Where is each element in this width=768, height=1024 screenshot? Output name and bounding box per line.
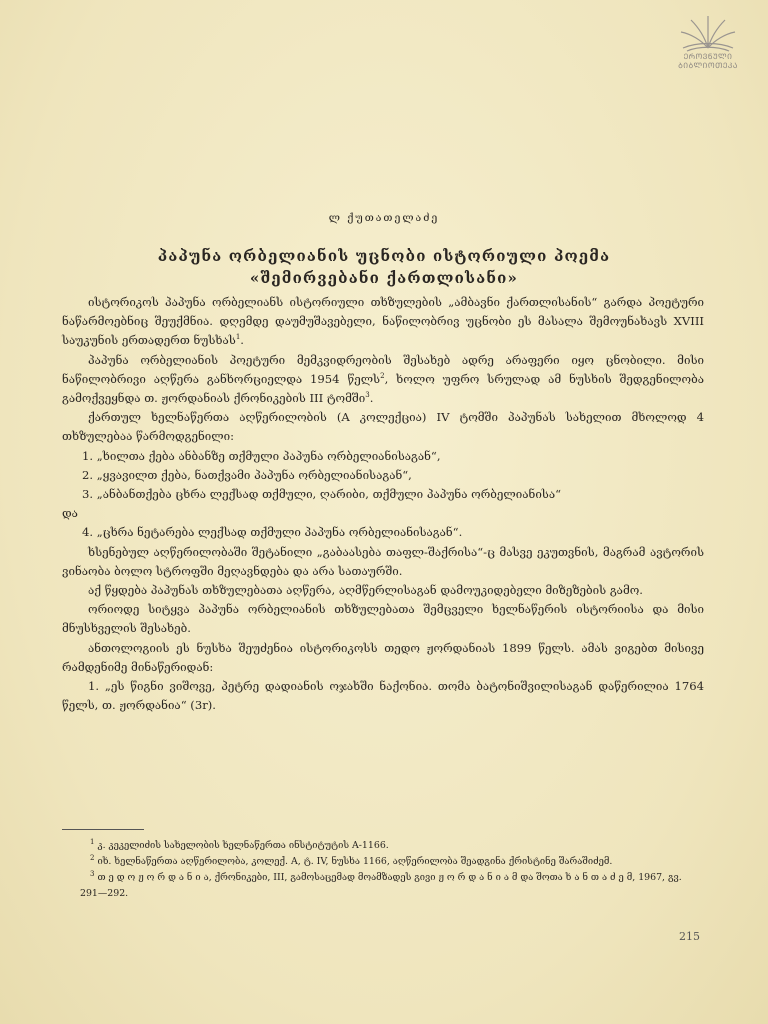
paragraph-7: ანთოლოგიის ეს ნუსხა შეუძენია ისტორიკოსს თედო ჟორდანიას 1899 წელს. ამას ვიგებთ მისივე რამდენიმე მინაწერიდან: xyxy=(62,640,704,674)
article-body xyxy=(62,293,704,715)
connector-word: და xyxy=(62,506,78,521)
article-author: ლ ქუთათელაძე xyxy=(328,212,440,224)
page-number: 215 xyxy=(679,930,700,943)
footnote: $^1$ კ. კეკელიძის სახელობის ხელნაწერთა ინსტიტუტის A-1166. xyxy=(90,837,389,851)
list-item: 4. „ცხრა ნეტარება ლექსად თქმული პაპუნა ორბელიანისაგან“. xyxy=(82,525,463,540)
library-emblem-icon xyxy=(677,12,739,52)
footnote: $^3$ თ ე დ ო ჟ ო რ დ ა ნ ი ა, ქრონიკები, III, გამოსაცემად მოამზადეს გივი ჟ ო რ დ ა ნ ი ა მ და შოთა ხ ა ნ თ ა ძ ე მ, 1967, გვ. 291—292. xyxy=(80,869,682,899)
quote-item: 1. „ეს წიგნი ვიშოვე, პეტრე დადიანის ოჯახში ნაქონია. თომა ბატონიშვილისაგან დაწერილია 1764 წელს, თ. ჟორდანია“ (3r). xyxy=(62,679,704,713)
logo-line-1: ᲔᲠᲝᲕᲜᲣᲚᲘ xyxy=(683,52,733,61)
paragraph-5: აქ წყდება პაპუნას თხზულებათა აღწერა, აღმწერლისაგან დამოუკიდებელი მიზეზების გამო. xyxy=(88,583,643,598)
paragraph-4: ხსენებულ აღწერილობაში შეტანილი „გაბაასება თაფლ-შაქრისა“-ც მასვე ეკუთვნის, მაგრამ ავტორის ვინაობა ბოლო სტროფში მეღავნდება და არა სათაურში. xyxy=(62,544,704,578)
list-item: 1. „ხილთა ქება ანბანზე თქმული პაპუნა ორბელიანისაგან“, xyxy=(82,448,441,463)
title-line-2: «შემირვებანი ქართლისანი» xyxy=(249,269,519,287)
library-logo xyxy=(662,12,754,82)
footnote: $^2$ იხ. ხელნაწერთა აღწერილობა, კოლექ. A, ტ. IV, ნუსხა 1166, აღწერილობა შეადგინა ქრისტინე შარაშიძემ. xyxy=(90,853,613,867)
paragraph-6: ორიოდე სიტყვა პაპუნა ორბელიანის თხზულებათა შემცველი ხელნაწერის ისტორიისა და მისი მნუსხველის შესახებ. xyxy=(62,602,704,636)
list-item: 3. „ანბანთქება ცხრა ლექსად თქმული, ღარიბი, თქმული პაპუნა ორბელიანისა“ xyxy=(82,487,562,502)
paragraph-2: პაპუნა ორბელიანის პოეტური მემკვიდრეობის შესახებ ადრე არაფერი იყო ცნობილი. მისი ნაწილობრივი აღწერა განხორციელდა 1954 წელს$^2$, ხოლო უფრო სრულად ამ ნუსხის შედგენილობა გამოქვეყნდა თ. ჟორდანიას ქრონიკების III ტომში$^3$. xyxy=(62,352,705,406)
footnote-divider xyxy=(62,829,144,830)
article-title xyxy=(60,245,708,289)
paragraph-3: ქართულ ხელნაწერთა აღწერილობის (A კოლექცია) IV ტომში პაპუნას სახელით მხოლოდ 4 თხზულებაა წარმოდგენილი: xyxy=(62,410,704,444)
list-item: 2. „ყვავილთ ქება, ნათქვამი პაპუნა ორბელიანისაგან“, xyxy=(82,467,412,482)
logo-line-2: ᲑᲘᲑᲚᲘᲝᲗᲔᲙᲐ xyxy=(678,61,738,70)
paragraph-1: ისტორიკოს პაპუნა ორბელიანს ისტორიული თხზულების „ამბავნი ქართლისანის“ გარდა პოეტური ნაწარმოებნიც შეუქმნია. დღემდე დაუმუშავებელი, ნაწილობრივ უცნობი ეს მასალა შემოუნახავს XVIII საუკუნის ერთადერთ ნუსხას$^1$. xyxy=(62,295,704,348)
footnotes xyxy=(80,838,700,902)
title-line-1: პაპუნა ორბელიანის უცნობი ისტორიული პოემა xyxy=(157,247,611,265)
